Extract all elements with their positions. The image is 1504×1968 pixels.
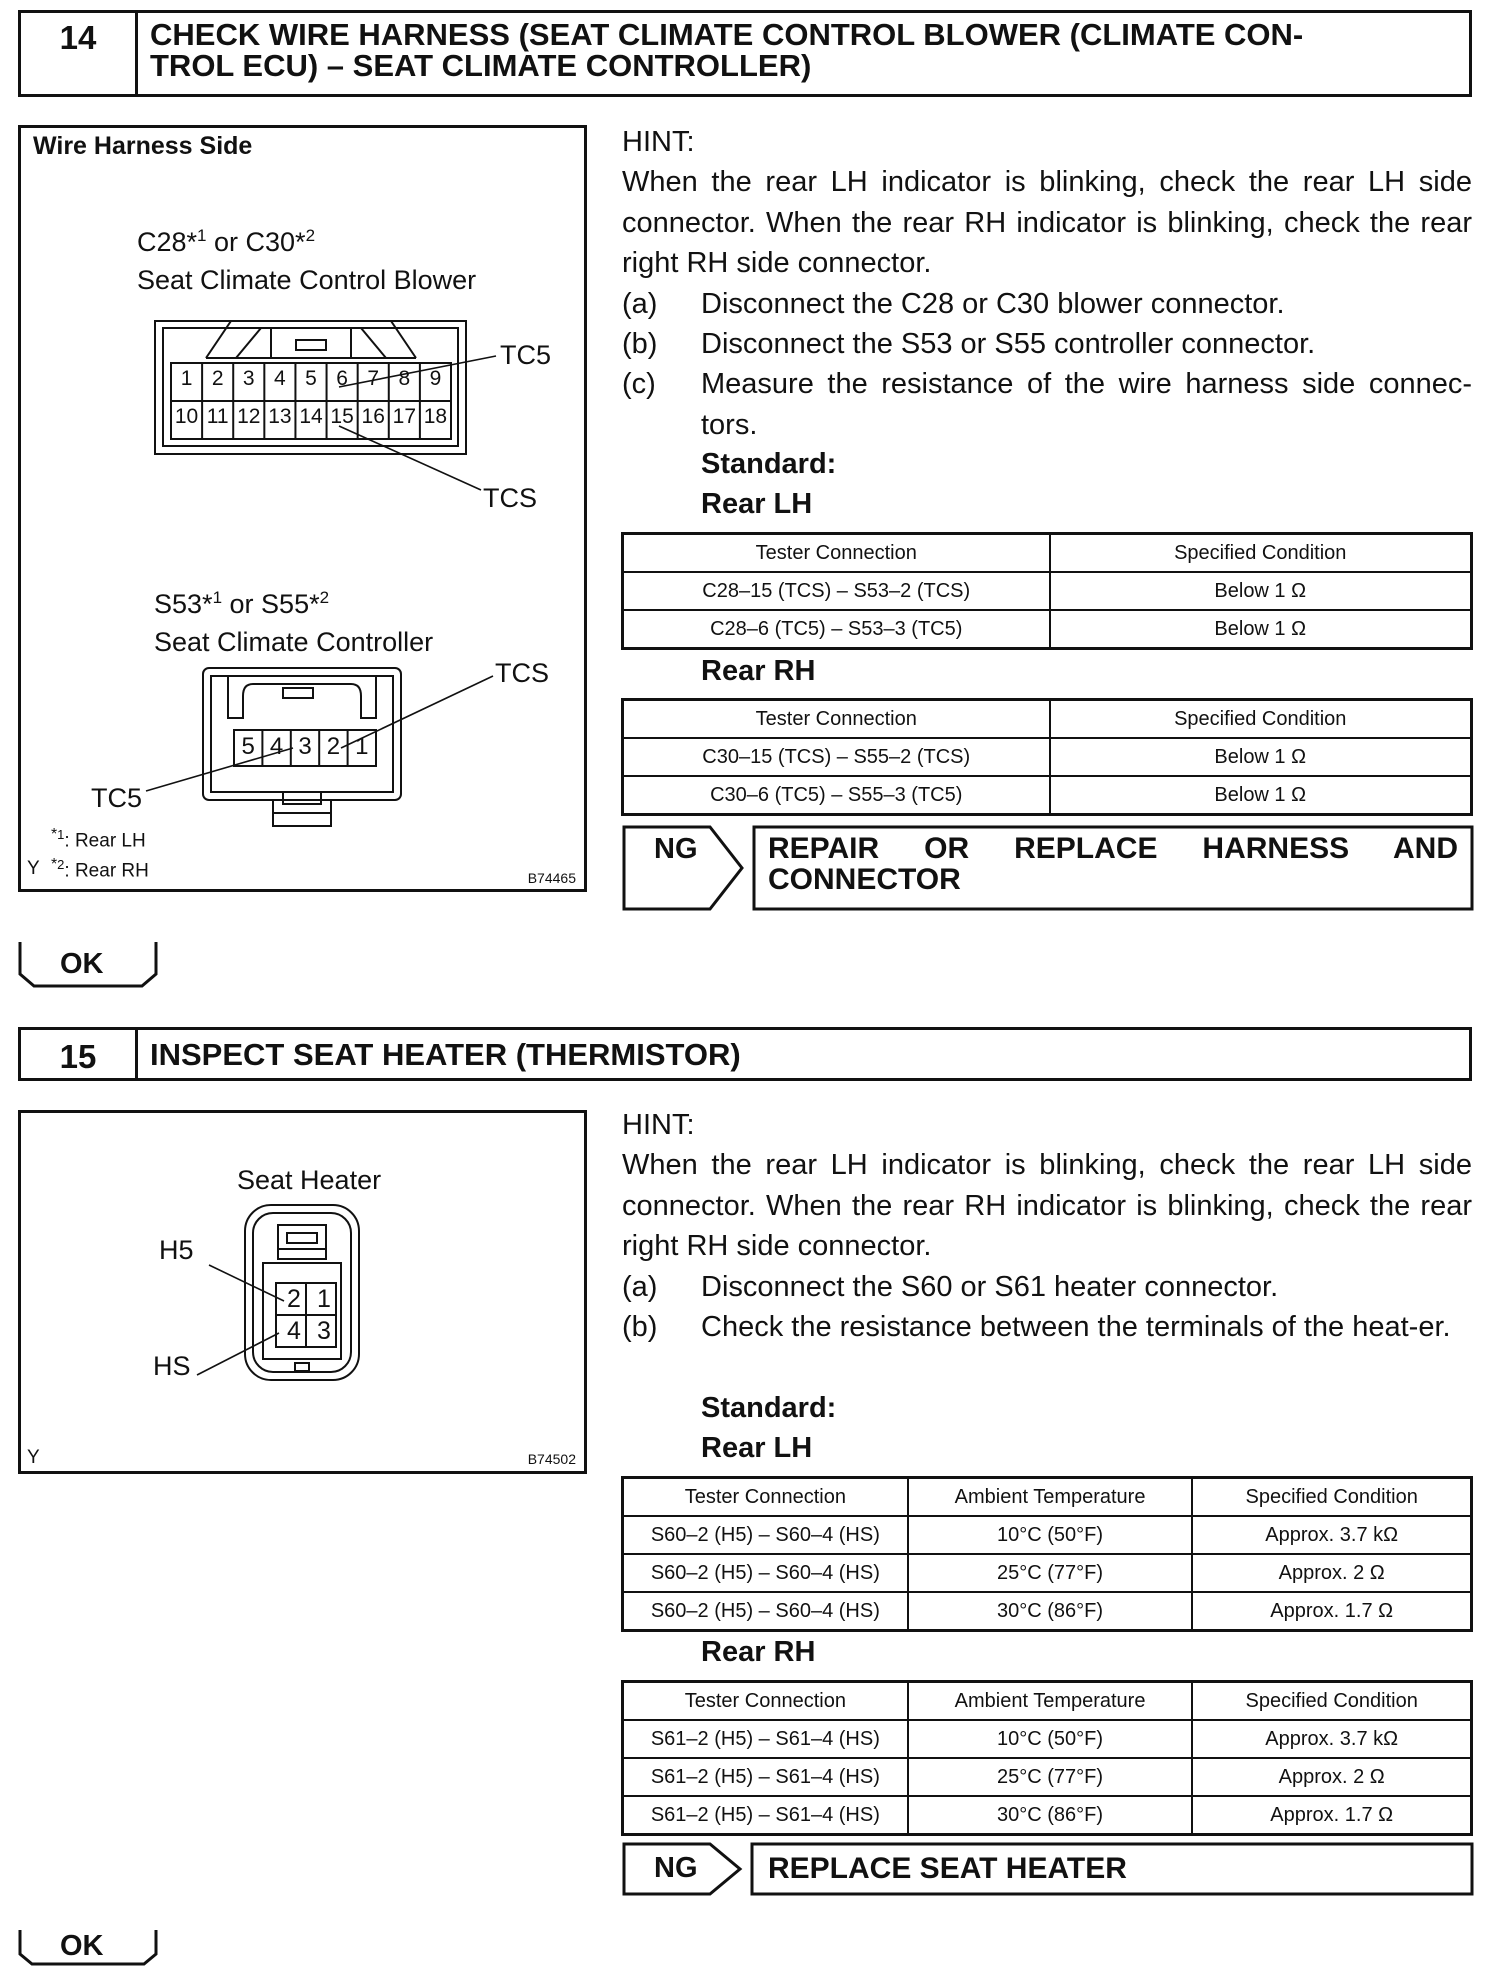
table-header: Specified Condition: [1192, 1682, 1471, 1721]
blower-pin-bottom-9: 18: [423, 405, 448, 428]
table-row: [623, 1592, 1472, 1631]
blower-pin-top-3: 3: [242, 367, 255, 390]
table-cell: C30–15 (TCS) – S55–2 (TCS): [623, 738, 1050, 776]
note-star: *: [51, 856, 58, 873]
standard-label: Standard:: [701, 1392, 837, 1424]
spec-table-rear-rh: [621, 1680, 1473, 1836]
controller-pin-4: 4: [269, 733, 284, 760]
label-hs: HS: [153, 1351, 191, 1381]
ng-label: NG: [654, 833, 698, 865]
blower-pin-top-4: 4: [274, 367, 286, 390]
step-title: CHECK WIRE HARNESS (SEAT CLIMATE CONTROL BLOWER (CLIMATE CON- TROL ECU) – SEAT CLIMATE CONTROLLER): [150, 17, 1304, 83]
item-label: (a): [622, 1271, 658, 1303]
table-cell: Approx. 1.7 Ω: [1192, 1796, 1471, 1835]
blower-ref-b: or C30*: [206, 227, 306, 257]
table-cell: Approx. 3.7 kΩ: [1192, 1516, 1471, 1554]
table-row: [623, 1554, 1472, 1592]
table-header: Tester Connection: [623, 1682, 908, 1721]
blower-name: Seat Climate Control Blower: [137, 265, 477, 295]
label-tc5-blower: TC5: [500, 340, 552, 370]
table-row: [623, 1796, 1472, 1835]
blower-ref: [137, 226, 315, 258]
item-text: Disconnect the S60 or S61 heater connector.: [701, 1271, 1279, 1303]
table-row: [623, 610, 1472, 649]
blower-pin-top-8: 8: [398, 367, 411, 390]
table-header: Tester Connection: [623, 534, 1050, 573]
standard-label: Standard:: [701, 448, 837, 480]
tcs-leader-line: [339, 426, 481, 490]
blower-pin-top-6: 6: [336, 367, 348, 390]
controller-name: Seat Climate Controller: [154, 627, 434, 657]
table-row: [623, 1758, 1472, 1796]
note-1: : Rear LH: [64, 830, 146, 852]
controller-ref: [154, 588, 329, 620]
heater-pin-1: 1: [317, 1285, 331, 1313]
controller-pin-2: 2: [326, 733, 341, 760]
blower-pin-top-9: 9: [429, 367, 442, 390]
item-label: (c): [622, 368, 656, 400]
table-header: Specified Condition: [1050, 534, 1472, 573]
table-cell: Approx. 1.7 Ω: [1192, 1592, 1471, 1631]
table-header: Tester Connection: [623, 700, 1050, 739]
controller-ref-a: S53*: [154, 589, 213, 619]
sup-1: 1: [57, 827, 65, 842]
table-cell: C30–6 (TC5) – S55–3 (TC5): [623, 776, 1050, 815]
item-label: (a): [622, 288, 658, 320]
item-text: Disconnect the S53 or S55 controller connector.: [701, 328, 1316, 360]
step-title: INSPECT SEAT HEATER (THERMISTOR): [150, 1037, 741, 1072]
table-cell: C28–15 (TCS) – S53–2 (TCS): [623, 572, 1050, 610]
note-2: : Rear RH: [64, 860, 149, 882]
table-cell: C28–6 (TC5) – S53–3 (TC5): [623, 610, 1050, 649]
label-tcs-controller: TCS: [495, 658, 549, 688]
table-cell: S61–2 (H5) – S61–4 (HS): [623, 1720, 908, 1758]
step-item-c: [622, 364, 1472, 446]
note-rear-rh: [51, 856, 149, 882]
controller-ref-b: or S55*: [222, 589, 320, 619]
item-label: (b): [622, 1311, 658, 1343]
item-label: (b): [622, 328, 658, 360]
sup-2: 2: [305, 226, 316, 245]
step-item-a: [622, 284, 1472, 325]
rear-lh-label: Rear LH: [701, 488, 813, 520]
table-cell: S60–2 (H5) – S60–4 (HS): [623, 1516, 908, 1554]
blower-pin-top-5: 5: [305, 367, 317, 390]
controller-pin-5: 5: [241, 733, 255, 760]
item-text: Disconnect the C28 or C30 blower connector.: [701, 288, 1285, 320]
step-item-b: [622, 1307, 1472, 1389]
table-row: [623, 776, 1472, 815]
ok-label: OK: [60, 948, 104, 980]
label-tcs-blower: TCS: [483, 483, 537, 513]
wire-harness-figure: [18, 125, 587, 892]
table-cell: Below 1 Ω: [1050, 776, 1472, 815]
blower-pin-bottom-5: 14: [299, 405, 323, 428]
table-header-row: [623, 700, 1472, 739]
note-star: *: [51, 826, 58, 843]
step-number: 15: [21, 1030, 138, 1078]
table-cell: Approx. 3.7 kΩ: [1192, 1720, 1471, 1758]
table-cell: Below 1 Ω: [1050, 572, 1472, 610]
y-mark: Y: [27, 1447, 40, 1468]
label-tc5-controller: TC5: [91, 783, 143, 813]
blower-pin-top-2: 2: [211, 367, 224, 390]
sup-1: 1: [197, 226, 207, 245]
table-row: [623, 738, 1472, 776]
figure-code: B74465: [527, 870, 576, 886]
table-row: [623, 572, 1472, 610]
step-15-header: [18, 1027, 1472, 1081]
table-header-row: [623, 1682, 1472, 1721]
table-header: Ambient Temperature: [908, 1478, 1193, 1517]
table-cell: Approx. 2 Ω: [1192, 1758, 1471, 1796]
blower-pin-bottom-4: 13: [268, 405, 292, 428]
table-header: Tester Connection: [623, 1478, 908, 1517]
blower-pin-bottom-7: 16: [361, 405, 385, 428]
h5-leader-line: [209, 1265, 284, 1301]
blower-pin-bottom-8: 17: [392, 405, 416, 428]
hint-label: HINT:: [622, 126, 695, 158]
heater-pin-2: 2: [287, 1285, 301, 1313]
table-cell: Below 1 Ω: [1050, 738, 1472, 776]
table-cell: 10°C (50°F): [908, 1720, 1193, 1758]
table-row: [623, 1720, 1472, 1758]
table-header: Specified Condition: [1192, 1478, 1471, 1517]
ng-result-14: [622, 825, 1474, 911]
table-cell: 10°C (50°F): [908, 1516, 1193, 1554]
step-item-b: [622, 324, 1472, 365]
controller-pin-3: 3: [298, 733, 312, 760]
table-cell: Approx. 2 Ω: [1192, 1554, 1471, 1592]
table-cell: 30°C (86°F): [908, 1796, 1193, 1835]
table-cell: S61–2 (H5) – S61–4 (HS): [623, 1758, 908, 1796]
ng-action-text: REPAIR OR REPLACE HARNESS AND CONNECTOR: [768, 832, 1458, 896]
spec-table-rear-rh: [621, 698, 1473, 816]
ng-label: NG: [654, 1852, 698, 1884]
ok-result-15: [18, 1928, 158, 1966]
ng-result-15: [622, 1842, 1474, 1896]
label-h5: H5: [159, 1235, 194, 1265]
hint-text: When the rear LH indicator is blinking, check the rear LH side connector. When the rear RH indicator is blinking, check the rear right RH side connector.: [622, 1149, 1472, 1262]
table-header-row: [623, 1478, 1472, 1517]
seat-heater-figure: [18, 1110, 587, 1474]
sup-2: 2: [319, 588, 330, 607]
table-cell: 25°C (77°F): [908, 1758, 1193, 1796]
rear-rh-label: Rear RH: [701, 1636, 816, 1668]
blower-pin-bottom-6: 15: [330, 405, 354, 428]
table-row: [623, 1516, 1472, 1554]
blower-pin-top-7: 7: [367, 367, 380, 390]
table-cell: 30°C (86°F): [908, 1592, 1193, 1631]
item-text: Measure the resistance of the wire harness side connec-tors.: [701, 368, 1472, 441]
hint-text: When the rear LH indicator is blinking, check the rear LH side connector. When the rear RH indicator is blinking, check the rear right RH side connector.: [622, 166, 1472, 279]
blower-pin-bottom-3: 12: [237, 405, 261, 428]
step-14-header: [18, 10, 1472, 97]
note-rear-lh: [51, 826, 146, 852]
hint-label: HINT:: [622, 1109, 695, 1141]
rear-lh-label: Rear LH: [701, 1432, 813, 1464]
blower-ref-a: C28*: [137, 227, 198, 257]
blower-pin-bottom-2: 11: [206, 405, 229, 428]
table-header: Ambient Temperature: [908, 1682, 1193, 1721]
table-header-row: [623, 534, 1472, 573]
step-number: 14: [21, 13, 138, 94]
rear-rh-label: Rear RH: [701, 655, 816, 687]
table-cell: S60–2 (H5) – S60–4 (HS): [623, 1592, 908, 1631]
item-text: Check the resistance between the terminals of the heat-er.: [701, 1311, 1451, 1343]
sup-1: 1: [212, 588, 223, 607]
heater-pin-4: 4: [287, 1317, 301, 1345]
figure-heading: Wire Harness Side: [33, 132, 253, 160]
blower-pin-top-1: 1: [180, 367, 193, 390]
table-cell: 25°C (77°F): [908, 1554, 1193, 1592]
heater-pin-3: 3: [317, 1317, 331, 1345]
blower-pin-bottom-1: 10: [174, 405, 199, 428]
figure-code: B74502: [527, 1451, 576, 1467]
ok-label: OK: [60, 1930, 104, 1962]
spec-table-rear-lh: [621, 532, 1473, 650]
step-item-a: [622, 1267, 1472, 1308]
sup-2: 2: [57, 857, 65, 872]
controller-pin-1: 1: [355, 733, 369, 760]
ok-result-14: [18, 940, 158, 988]
ng-action-text: REPLACE SEAT HEATER: [768, 1852, 1127, 1885]
y-mark: Y: [27, 858, 40, 879]
hs-leader-line: [197, 1333, 279, 1375]
heater-name: Seat Heater: [237, 1165, 382, 1195]
table-header: Specified Condition: [1050, 700, 1472, 739]
spec-table-rear-lh: [621, 1476, 1473, 1632]
table-cell: S61–2 (H5) – S61–4 (HS): [623, 1796, 908, 1835]
table-cell: Below 1 Ω: [1050, 610, 1472, 649]
table-cell: S60–2 (H5) – S60–4 (HS): [623, 1554, 908, 1592]
